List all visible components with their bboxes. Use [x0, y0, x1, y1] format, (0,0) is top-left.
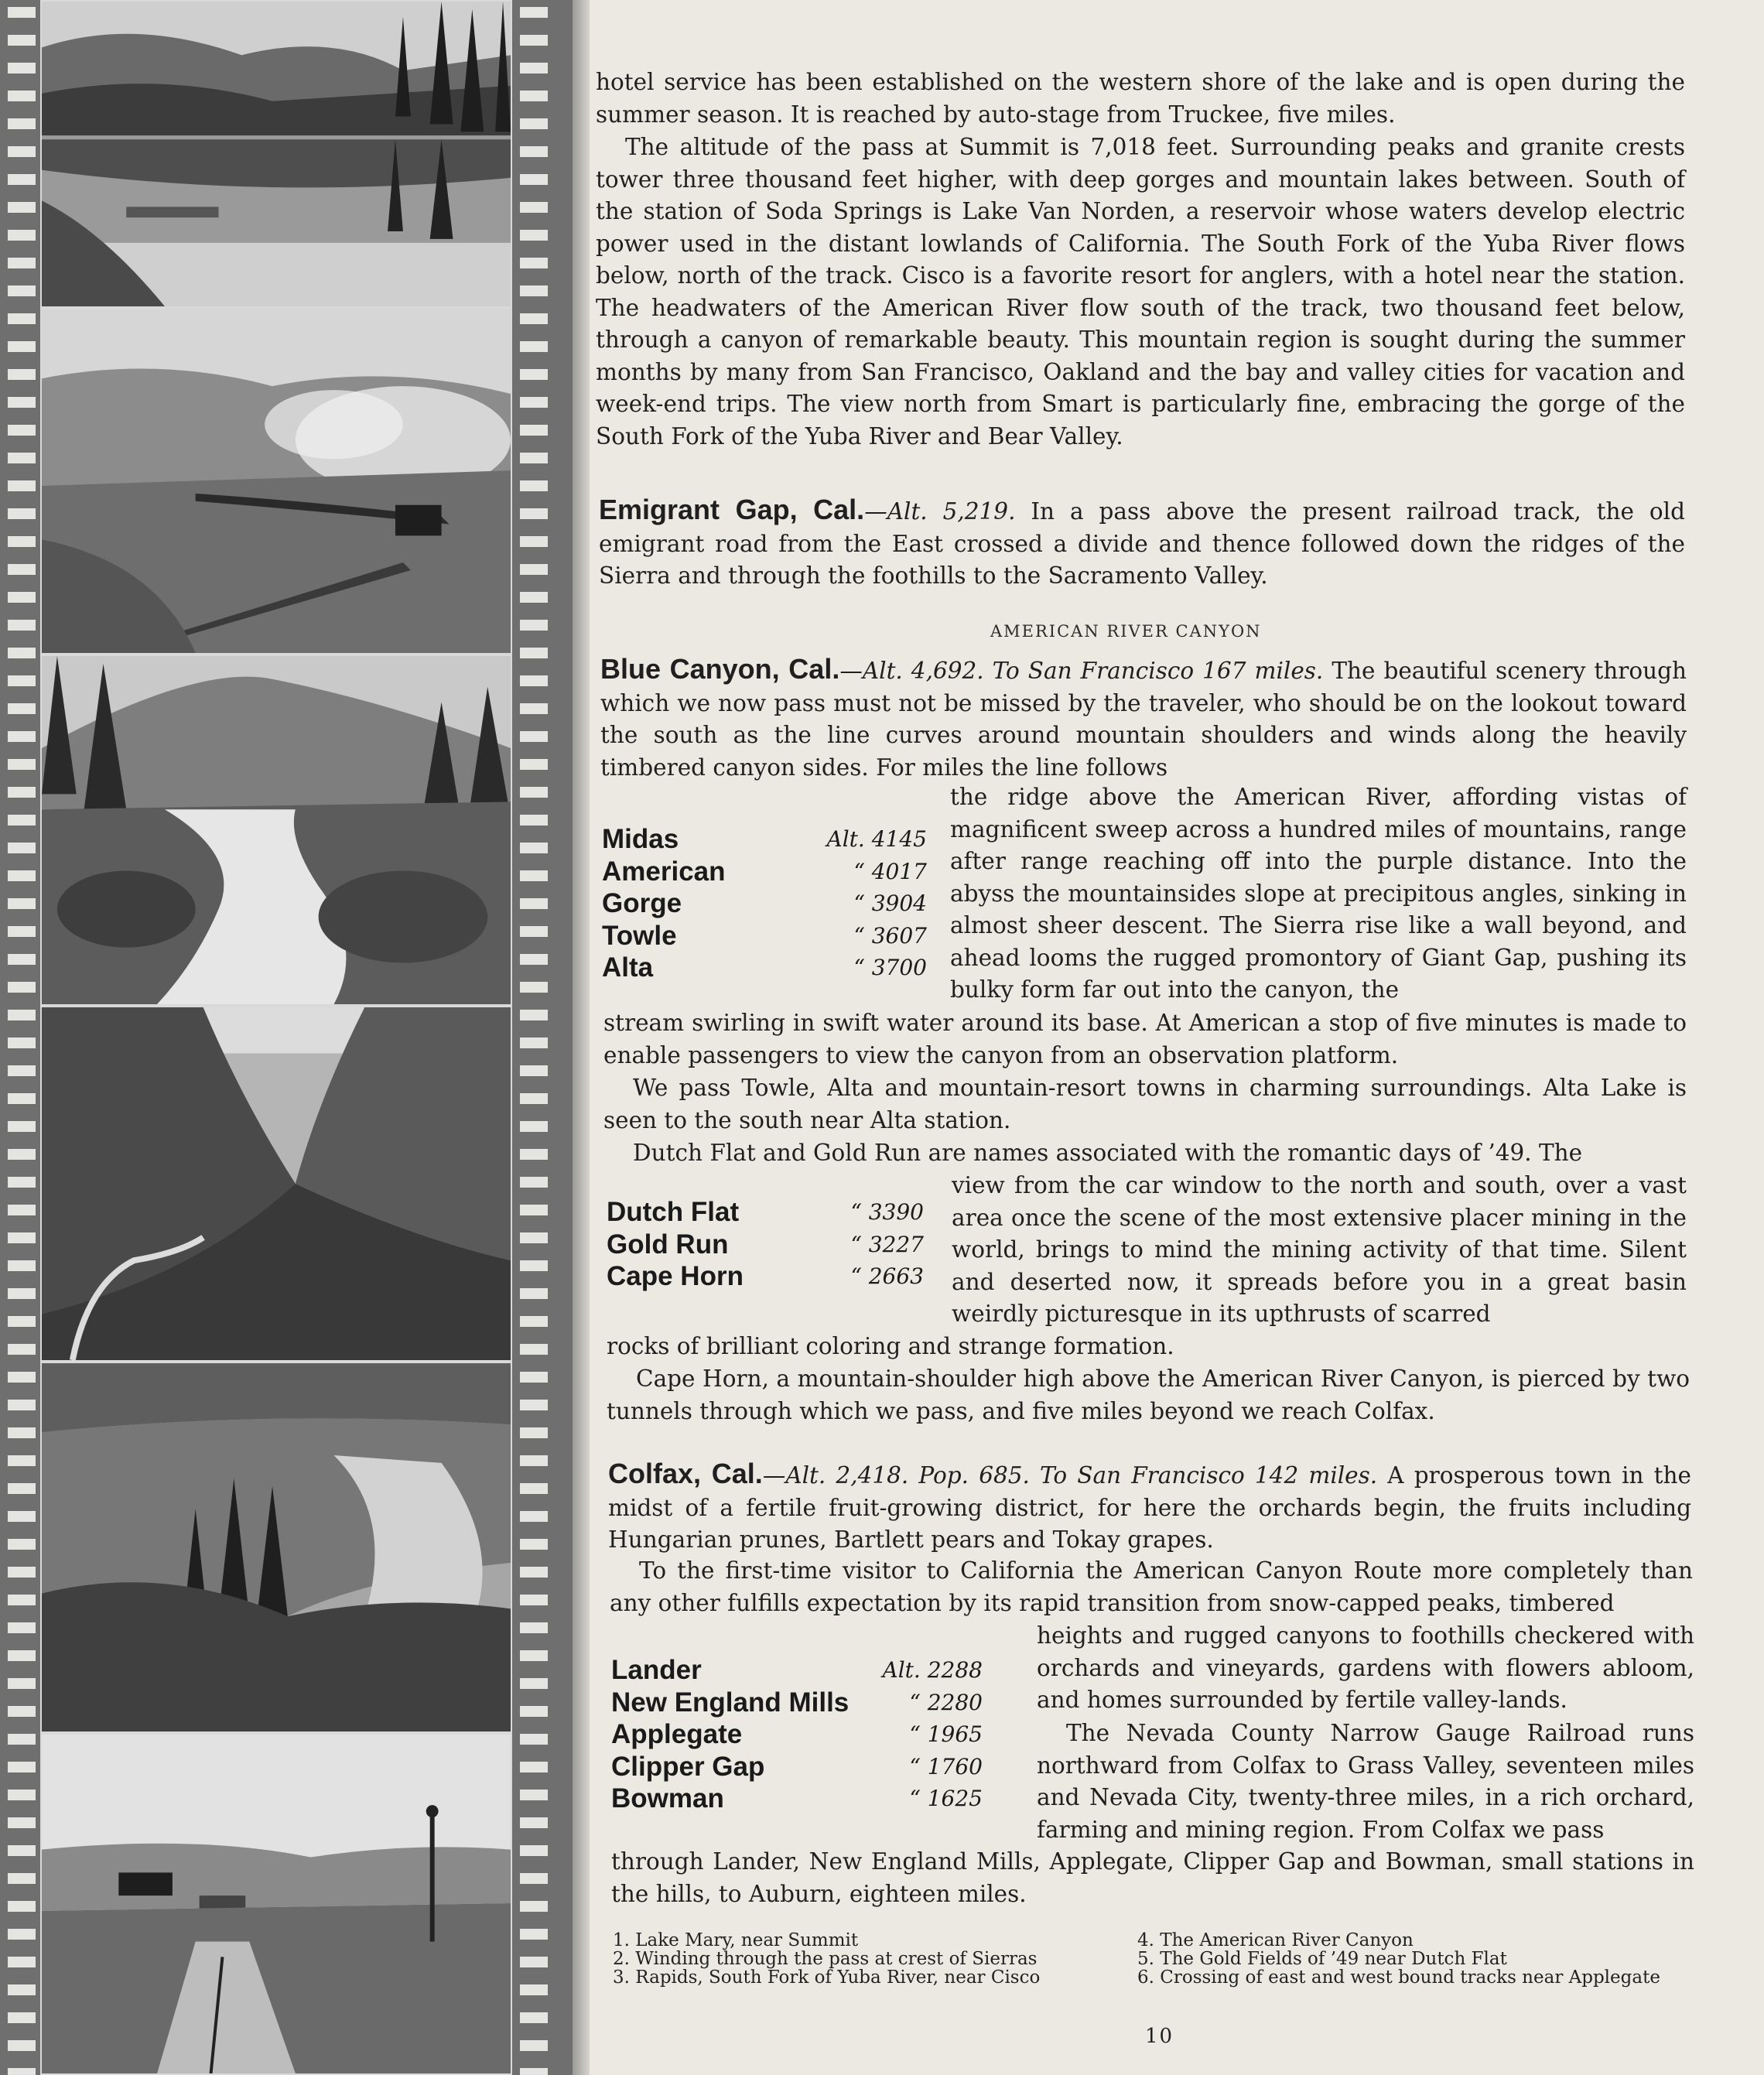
photo-american-river-canyon [40, 1006, 512, 1362]
station-name: Gold Run [607, 1229, 729, 1260]
photo-crossing-applegate [40, 1733, 512, 2075]
station-altitude: “ 3227 [850, 1231, 924, 1257]
station-altitude: Alt. 2288 [882, 1657, 983, 1683]
station-altitude: “ 1965 [909, 1721, 983, 1747]
heading-colfax: Colfax, Cal. [608, 1458, 763, 1489]
emigrant-gap-altitude: —Alt. 5,219. [864, 498, 1016, 525]
station-row [611, 1783, 983, 1815]
station-row [607, 1229, 924, 1261]
caption-6: 6. Crossing of east and west bound tracks near Applegate [1137, 1967, 1660, 1988]
paragraph-first-time-side: heights and rugged canyons to foothills checkered with orchards and vineyards, gardens with flowers abloom, and homes surrounded by fertile valley-lands. [1037, 1622, 1694, 1713]
film-perforations-right [520, 0, 548, 2075]
photo-lake-mary [40, 0, 512, 308]
colfax-text: A prosperous town in the midst of a fertile fruit-growing district, for here the orchards begin, the fruits including Hungarian prunes, Bartlett pears and Tokay grapes. [608, 1462, 1691, 1553]
paragraph-blue-canyon [600, 653, 1687, 784]
station-row [602, 856, 927, 888]
station-altitude: Alt. 4145 [826, 826, 927, 852]
colfax-altitude: —Alt. 2,418. Pop. 685. To San Francisco 142 miles. [762, 1462, 1378, 1489]
station-altitude: “ 2663 [850, 1263, 924, 1289]
station-row [607, 1260, 924, 1293]
station-row [607, 1196, 924, 1229]
station-list-1 [602, 823, 927, 984]
paragraph-blue-canyon-end: stream swirling in swift water around its base. At American a stop of five minutes is made to enable passengers to view the canyon from an observation platform. [603, 1010, 1687, 1068]
paragraph-towle-alta: We pass Towle, Alta and mountain-resort towns in charming surroundings. Alta Lake is seen to the south near Alta station. [603, 1075, 1687, 1133]
station-name: Cape Horn [607, 1261, 744, 1291]
station-row [611, 1654, 983, 1687]
station-row [611, 1751, 983, 1783]
caption-2: 2. Winding through the pass at crest of Sierras [613, 1949, 1038, 1969]
page-number: 10 [1145, 2025, 1174, 2048]
photo-winding-pass [40, 308, 512, 655]
blue-canyon-text: The beautiful scenery through which we now pass must not be missed by the traveler, who should be on the lookout toward the south as the line curves around mountain shoulders and winds along the heavily timbered canyon sides. For miles the line follows [600, 658, 1687, 781]
station-row [611, 1687, 983, 1719]
station-list-2 [607, 1196, 924, 1293]
station-altitude: “ 3700 [853, 955, 927, 980]
film-perforations-left [8, 0, 36, 2075]
heading-emigrant-gap: Emigrant Gap, Cal. [599, 494, 865, 525]
station-row [602, 887, 927, 920]
station-name: Applegate [611, 1719, 743, 1749]
station-altitude: “ 4017 [853, 858, 927, 884]
station-altitude: “ 3607 [853, 922, 927, 949]
station-altitude: “ 1625 [909, 1786, 983, 1811]
paragraph-narrow-gauge-end: through Lander, New England Mills, Applegate, Clipper Gap and Bowman, small stations in the hills, to Auburn, eighteen miles. [611, 1848, 1694, 1907]
caption-1: 1. Lake Mary, near Summit [613, 1930, 859, 1950]
section-label-american-river-canyon: AMERICAN RIVER CANYON [990, 622, 1262, 641]
film-strip [0, 0, 582, 2075]
caption-5: 5. The Gold Fields of ’49 near Dutch Flat [1137, 1949, 1507, 1969]
station-altitude: “ 1760 [909, 1753, 983, 1779]
station-name: Alta [602, 952, 654, 983]
caption-3: 3. Rapids, South Fork of Yuba River, near Cisco [613, 1967, 1041, 1988]
station-row [602, 920, 927, 952]
station-altitude: “ 3904 [853, 891, 927, 916]
emigrant-gap-text: In a pass above the present railroad track, the old emigrant road from the East crossed a divide and thence followed down the ridges of the Sierra and through the foothills to the Sacramento Valley. [599, 498, 1685, 589]
station-row [602, 952, 927, 984]
paragraph-dutch-flat: Dutch Flat and Gold Run are names associated with the romantic days of ’49. The [633, 1140, 1583, 1166]
station-name: American [602, 856, 726, 887]
paragraph-emigrant-gap [599, 494, 1685, 593]
paragraph-cape-horn: Cape Horn, a mountain-shoulder high above the American River Canyon, is pierced by two tunnels through which we pass, and five miles beyond we reach Colfax. [607, 1366, 1690, 1424]
station-name: Gorge [602, 888, 682, 918]
photo-captions-right [1137, 1931, 1694, 1987]
paragraph-first-time-visitor: To the first-time visitor to California the American Canyon Route more completely than any other fulfills expectation by its rapid transition from snow-capped peaks, timbered [610, 1557, 1693, 1616]
paragraph-dutch-flat-end: rocks of brilliant coloring and strange formation. [607, 1333, 1174, 1359]
paragraph-blue-canyon-side: the ridge above the American River, affording vistas of magnificent sweep across a hundred miles of mountains, range after range reaching off into the purple distance. Into the abyss the mountainsides slope at precipitous angles, sinking in almost sheer descent. The Sierra rise like a wall beyond, and ahead looms the rugged promontory of Giant Gap, pushing its bulky form far out into the canyon, the [950, 784, 1687, 1003]
photo-captions-left [613, 1931, 1108, 1987]
station-name: Clipper Gap [611, 1751, 765, 1782]
station-name: New England Mills [611, 1687, 850, 1718]
paragraph-summit: The altitude of the pass at Summit is 7,018 feet. Surrounding peaks and granite crests tower three thousand feet higher, with deep gorges and mountain lakes between. South of the station of Soda Springs is Lake Van Norden, a reservoir whose waters develop electric power used in the distant lowlands of California. The South Fork of the Yuba River flows below, north of the track. Cisco is a favorite resort for anglers, with a hotel near the station. The headwaters of the American River flow south of the track, two thousand feet below, through a canyon of remarkable beauty. This mountain region is sought during the summer months by many from San Francisco, Oakland and the bay and valley cities for vacation and week-end trips. The view north from Smart is particularly fine, embracing the gorge of the South Fork of the Yuba River and Bear Valley. [596, 134, 1685, 450]
station-list-3 [611, 1654, 983, 1815]
station-name: Towle [602, 920, 677, 951]
station-name: Lander [611, 1655, 702, 1685]
station-altitude: “ 2280 [909, 1689, 983, 1715]
photo-gold-fields-dutch-flat [40, 1362, 512, 1733]
station-name: Bowman [611, 1783, 724, 1813]
station-row [602, 823, 927, 856]
paragraph-dutch-flat-side: view from the car window to the north and south, over a vast area once the scene of the most extensive placer mining in the world, brings to mind the mining activity of that time. Silent and deserted now, it spreads before you in a great basin weirdly picturesque in its upthrusts of scarred [952, 1172, 1687, 1327]
page-fold-shadow [573, 0, 590, 2075]
station-altitude: “ 3390 [850, 1199, 924, 1225]
photo-rapids-yuba [40, 655, 512, 1006]
caption-4: 4. The American River Canyon [1137, 1930, 1414, 1950]
station-name: Dutch Flat [607, 1197, 740, 1227]
paragraph-intro: hotel service has been established on the western shore of the lake and is open during the summer season. It is reached by auto-stage from Truckee, five miles. [596, 69, 1685, 128]
paragraph-colfax [608, 1458, 1691, 1557]
paragraph-narrow-gauge: The Nevada County Narrow Gauge Railroad runs northward from Colfax to Grass Valley, seventeen miles and Nevada City, twenty-three miles, in a rich orchard, farming and mining region. From Colfax we pass [1037, 1720, 1694, 1843]
station-row [611, 1718, 983, 1751]
heading-blue-canyon: Blue Canyon, Cal. [600, 653, 840, 685]
blue-canyon-altitude: —Alt. 4,692. To San Francisco 167 miles. [839, 658, 1324, 684]
station-name: Midas [602, 824, 679, 854]
